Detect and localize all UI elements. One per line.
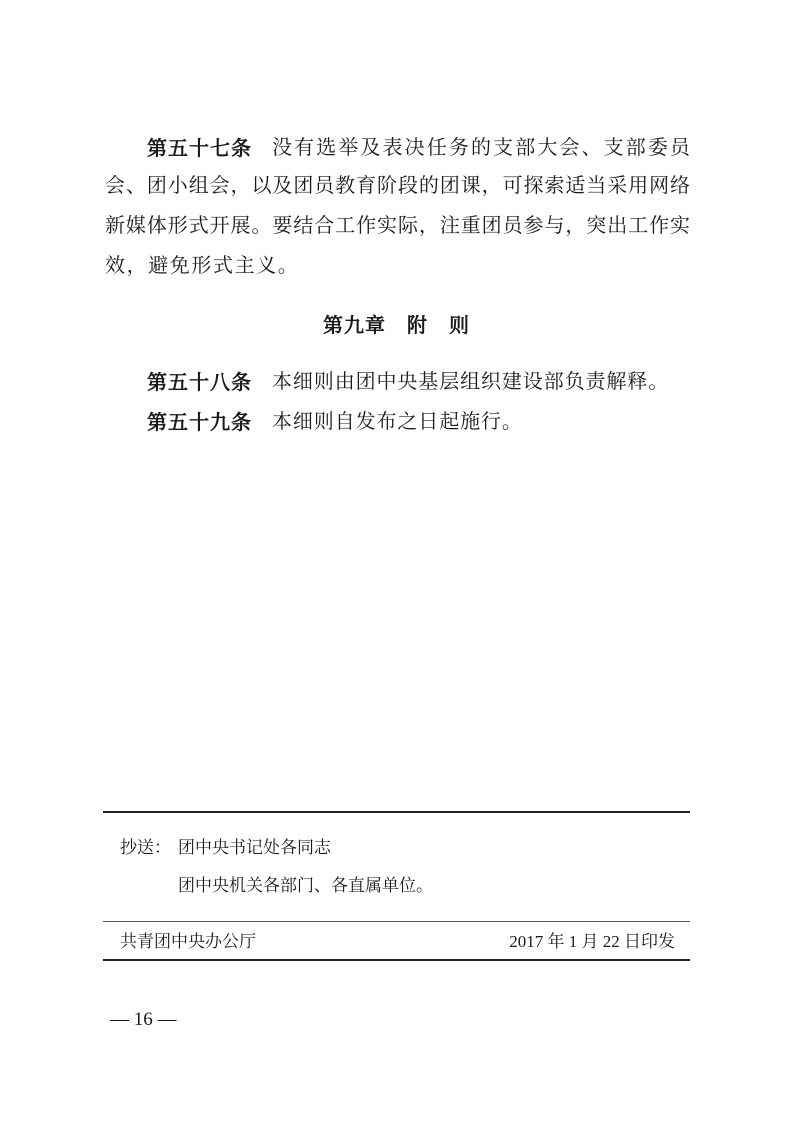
article-58 [105, 369, 690, 395]
cc-recipient-2: 团中央机关各部门、各直属单位。 [178, 876, 433, 895]
cc-recipient-1: 团中央书记处各同志 [178, 838, 331, 857]
article-57-text-line-1: 没有选举及表决任务的支部大会、支部委员 [272, 137, 690, 159]
footer-top-rule [103, 811, 690, 813]
article-59-label: 第五十九条 [147, 410, 252, 434]
article-57-text-line-2: 会、团小组会，以及团员教育阶段的团课，可探索适当采用网络 [105, 175, 690, 197]
cc-line-1 [120, 837, 331, 859]
article-59-text: 本细则自发布之日起施行。 [272, 411, 523, 433]
article-57-text-line-4: 效，避免形式主义。 [105, 255, 300, 277]
article-58-text: 本细则由团中央基层组织建设部负责解释。 [272, 371, 670, 393]
issue-date: 2017 年 1 月 22 日印发 [509, 932, 675, 951]
page-number: — 16 — [110, 1009, 177, 1030]
article-57-line-1 [105, 135, 690, 161]
footer-middle-rule [103, 921, 690, 922]
article-57-text-line-3: 新媒体形式开展。要结合工作实际，注重团员参与，突出工作实 [105, 215, 690, 237]
issuer: 共青团中央办公厅 [120, 932, 256, 951]
footer-bottom-rule [103, 959, 690, 961]
article-58-label: 第五十八条 [147, 370, 252, 394]
chapter-heading: 第九章 附 则 [323, 313, 470, 337]
article-59 [105, 409, 690, 435]
article-57-label: 第五十七条 [147, 136, 252, 160]
cc-label: 抄送： [120, 838, 171, 857]
